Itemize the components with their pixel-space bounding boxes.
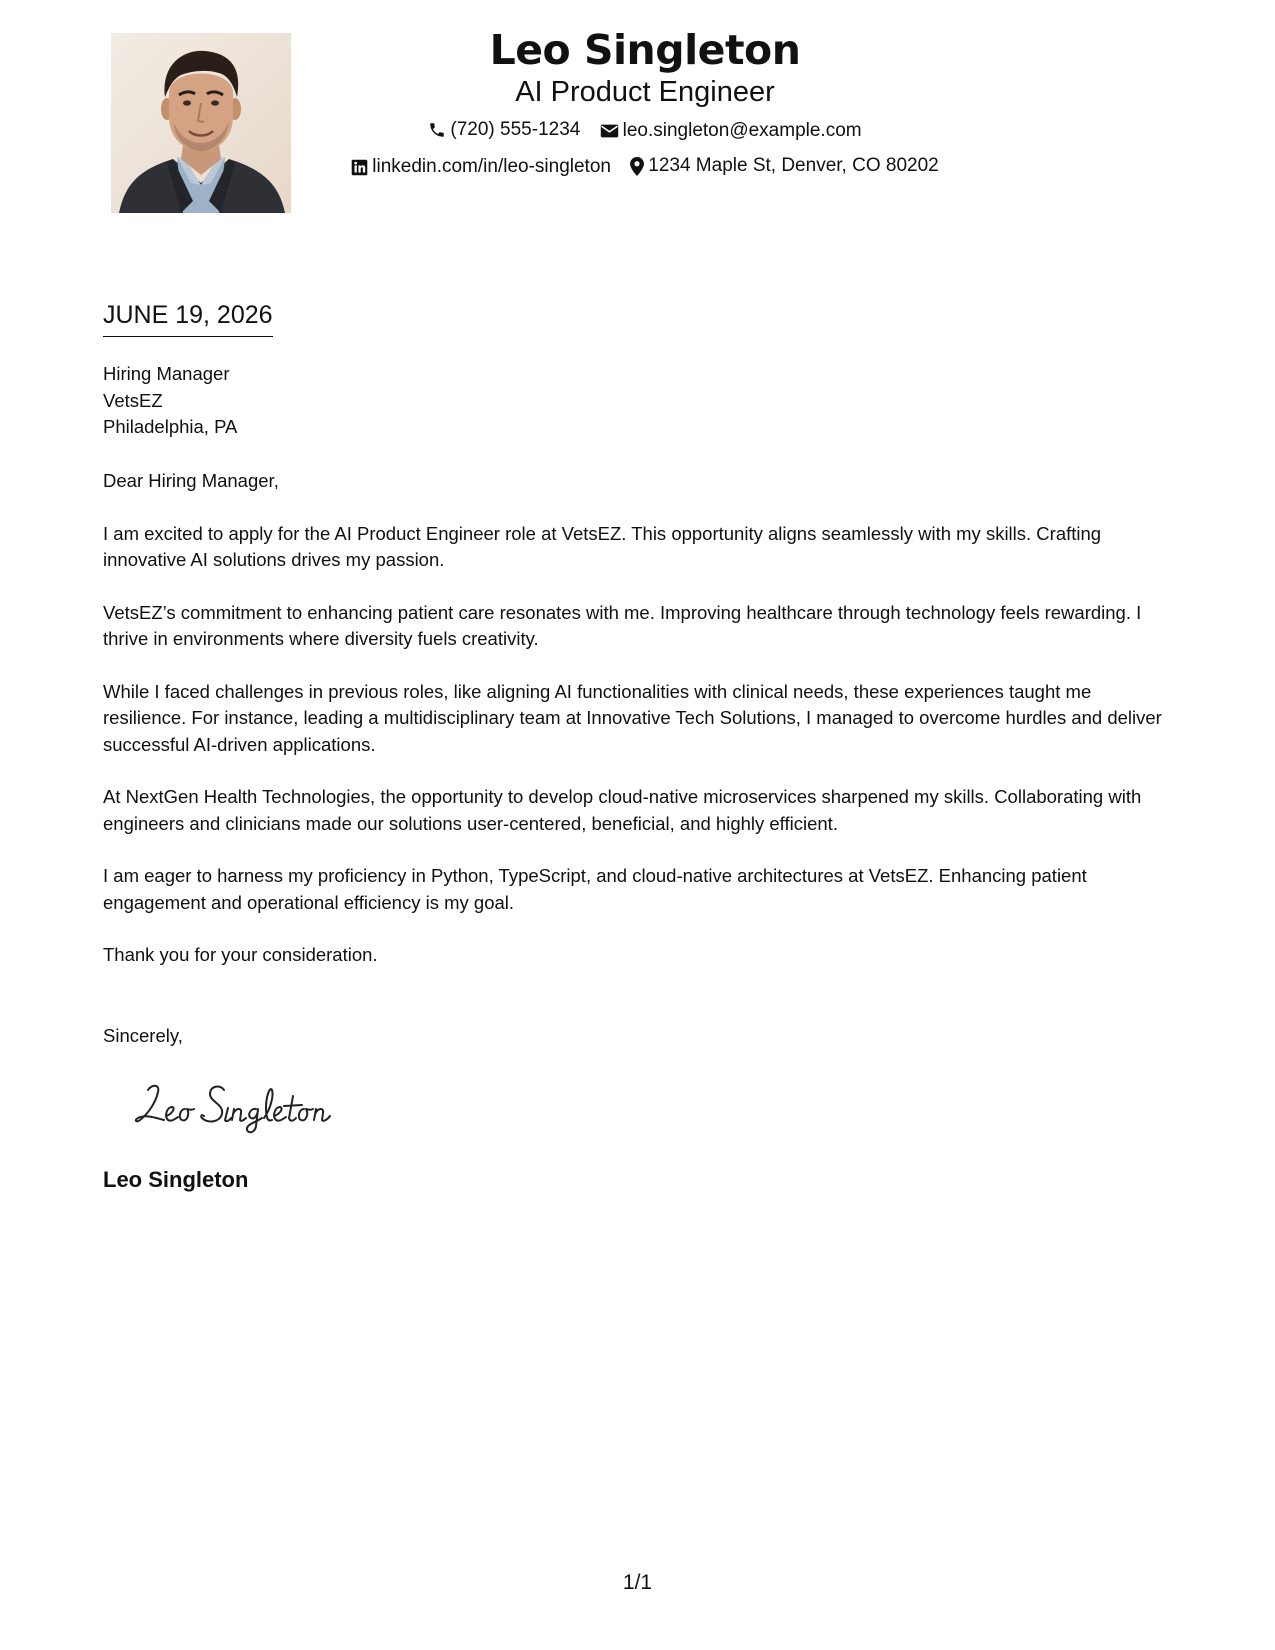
body-paragraph: I am excited to apply for the AI Product Engineer role at VetsEZ. This opportunity aligns seamlessly with my skills. Crafting innovative AI solutions drives my passion.: [103, 522, 1102, 570]
body-paragraph: While I faced challenges in previous roles, like aligning AI functionalities with clinical needs, these experiences taught me resilience. For instance, leading a multidisciplinary team at Innovative Tech Solutions, I managed to overcome hurdles and deliver successful AI-driven applications.: [103, 680, 1162, 755]
linkedin-icon: [351, 159, 368, 176]
contact-row-secondary: [300, 155, 990, 182]
closing: Sincerely,: [103, 1025, 183, 1046]
address-contact: [630, 155, 938, 177]
signed-name: Leo Singleton: [103, 1167, 249, 1192]
body-paragraph: I am eager to harness my proficiency in Python, TypeScript, and cloud-native architectures at VetsEZ. Enhancing patient engagement and operational efficiency is my goal.: [103, 865, 1087, 913]
recipient-line: VetsEZ: [103, 389, 163, 411]
address-text: 1234 Maple St, Denver, CO 80202: [648, 155, 939, 176]
recipient-line: Hiring Manager: [103, 363, 230, 384]
recipient-line: Philadelphia, PA: [103, 416, 238, 437]
linkedin-text: linkedin.com/in/leo-singleton: [372, 156, 611, 177]
map-pin-icon: [630, 157, 644, 176]
email-contact[interactable]: [600, 120, 862, 142]
letter-date: JUNE 19, 2026: [103, 300, 273, 337]
phone-text: (720) 555-1234: [450, 119, 581, 140]
applicant-name: Leo Singleton: [489, 26, 801, 74]
body-paragraph: At NextGen Health Technologies, the opportunity to develop cloud-native microservices sharpened my skills. Collaborating with engineers and clinicians made our solutions user-centered, beneficial, and highly efficient.: [103, 786, 1142, 834]
profile-photo: [111, 33, 291, 213]
recipient-block: [103, 361, 237, 441]
portrait-image: [111, 33, 291, 213]
letter-body: [103, 468, 1178, 995]
handwritten-signature: [130, 1076, 350, 1136]
linkedin-contact[interactable]: [351, 156, 611, 178]
salutation: Dear Hiring Manager,: [103, 470, 279, 491]
applicant-title: AI Product Engineer: [515, 76, 775, 108]
page-number: 1/1: [622, 1571, 653, 1594]
envelope-icon: [600, 123, 619, 139]
phone-icon: [428, 121, 446, 139]
letter-header: [300, 22, 990, 182]
body-paragraph: Thank you for your consideration.: [103, 944, 378, 965]
body-paragraph: VetsEZ’s commitment to enhancing patient care resonates with me. Improving healthcare through technology feels rewarding. I thrive in environments where diversity fuels creativity.: [103, 601, 1142, 649]
phone-contact[interactable]: [428, 119, 580, 141]
email-text: leo.singleton@example.com: [622, 120, 862, 141]
contact-row-primary: [300, 119, 990, 145]
